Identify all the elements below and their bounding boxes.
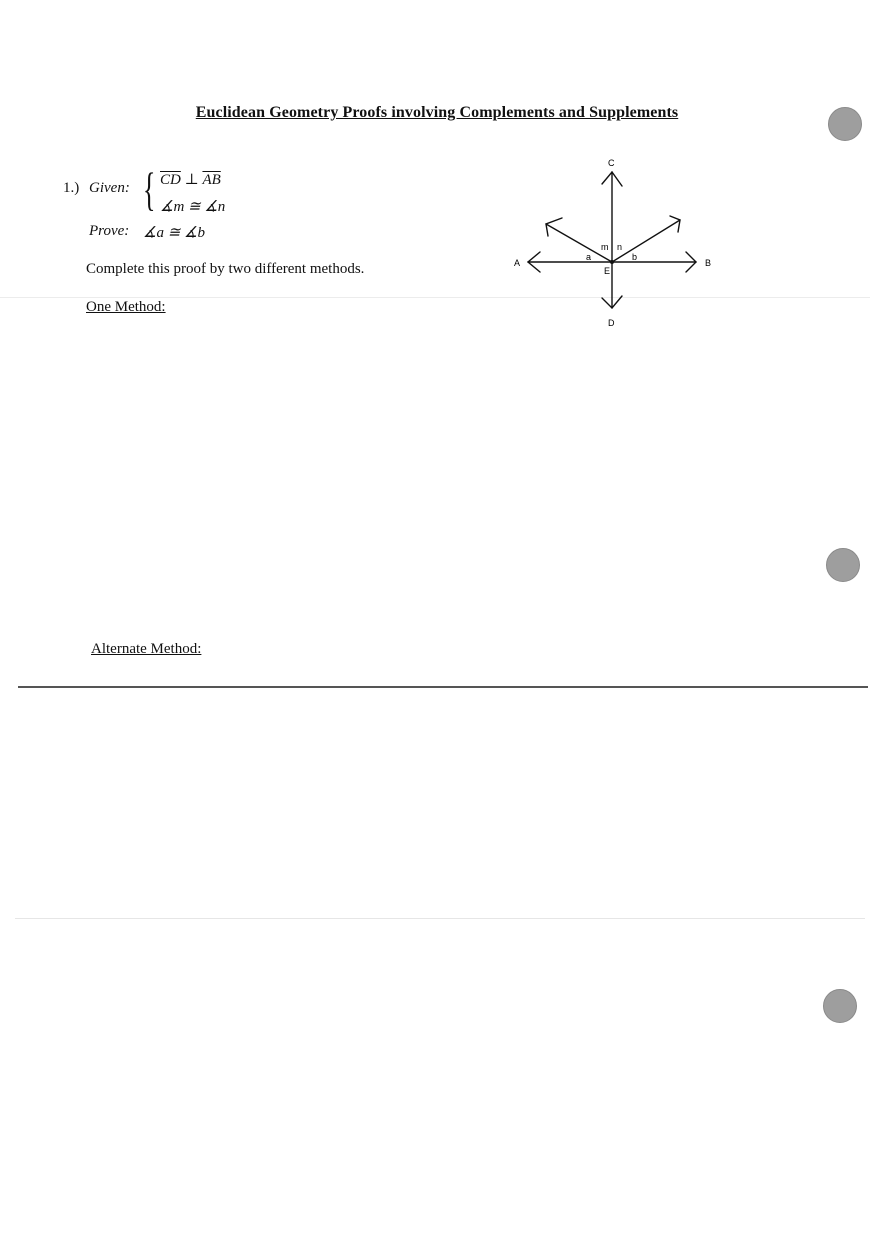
given-statement-perpendicular	[160, 170, 221, 189]
one-method-label: One Method:	[86, 299, 166, 315]
geometry-diagram	[500, 150, 730, 340]
given-statement-congruent: ∡m ≅ ∡n	[160, 199, 226, 215]
ray-upper-right	[612, 220, 680, 262]
label-b: B	[705, 258, 712, 268]
scan-artifact-line	[15, 918, 865, 919]
angle-label-m: m	[601, 242, 609, 252]
angle-label-b: b	[632, 252, 638, 262]
angle-label-a: a	[586, 252, 592, 262]
label-e: E	[604, 266, 611, 276]
given-brace: {	[143, 164, 156, 216]
hole-punch-middle	[826, 548, 860, 582]
given-label: Given:	[89, 180, 130, 196]
label-c: C	[608, 158, 615, 168]
scan-artifact-line	[0, 297, 870, 298]
hole-punch-bottom	[823, 989, 857, 1023]
problem-number: 1.)	[63, 180, 80, 196]
section-divider	[18, 686, 868, 688]
page-title: Euclidean Geometry Proofs involving Complements and Supplements	[195, 104, 679, 121]
angle-label-n: n	[617, 242, 623, 252]
arrow-upper-left	[546, 218, 562, 236]
point-e	[610, 260, 614, 264]
prove-label: Prove:	[89, 223, 130, 239]
segment-ab: $\overline{AB}$	[202, 172, 221, 188]
instruction-text: Complete this proof by two different methods.	[86, 261, 365, 277]
label-a: A	[514, 258, 521, 268]
label-d: D	[608, 318, 615, 328]
arrow-upper-right	[670, 216, 680, 232]
alternate-method-label: Alternate Method:	[91, 641, 202, 657]
prove-statement: ∡a ≅ ∡b	[143, 225, 205, 241]
perpendicular-symbol: ⊥	[180, 172, 203, 188]
segment-cd: $\overline{CD}$	[160, 172, 181, 188]
